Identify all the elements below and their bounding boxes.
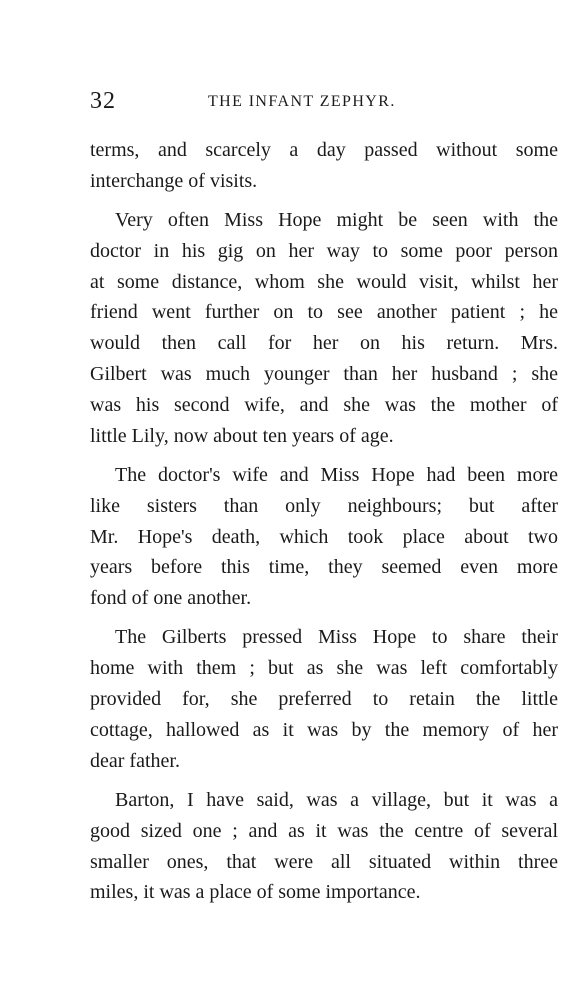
- text-line: terms, and scarcely a day passed without some: [90, 139, 558, 161]
- text-line: Gilbert was much younger than her husband ; she: [90, 363, 558, 386]
- text-line: home with them ; but as she was left comfortably: [90, 657, 558, 680]
- text-line: miles, it was a place of some importance.: [90, 881, 421, 904]
- text-line: fond of one another.: [90, 587, 252, 610]
- text-line: Very often Miss Hope might be seen with the: [115, 209, 558, 232]
- text-line: at some distance, whom she would visit, whilst her: [90, 270, 558, 293]
- paragraph-5: [90, 785, 558, 908]
- text-line: like sisters than only neighbours; but after: [90, 494, 558, 517]
- text-line: good sized one ; and as it was the centre of several: [90, 819, 558, 842]
- text-line: provided for, she preferred to retain the little: [90, 688, 558, 711]
- text-line: Barton, I have said, was a village, but it was a: [115, 788, 558, 811]
- paragraph-1: [90, 135, 558, 197]
- text-line: was his second wife, and she was the mother of: [90, 393, 558, 416]
- text-line: friend went further on to see another patient ; he: [90, 301, 558, 324]
- running-title: THE INFANT ZEPHYR.: [208, 93, 396, 110]
- running-head: [90, 88, 558, 118]
- text-line: dear father.: [90, 749, 180, 772]
- text-line: Mr. Hope's death, which took place about two: [90, 525, 558, 548]
- paragraph-2: [90, 205, 558, 451]
- text-line: doctor in his gig on her way to some poor person: [90, 239, 558, 262]
- text-line: cottage, hallowed as it was by the memory of her: [90, 718, 558, 741]
- text-line: years before this time, they seemed even more: [90, 556, 558, 579]
- text-line: little Lily, now about ten years of age.: [90, 424, 394, 447]
- text-line: would then call for her on his return. Mrs.: [90, 332, 558, 355]
- paragraph-4: [90, 622, 558, 776]
- text-line: smaller ones, that were all situated within three: [90, 850, 558, 873]
- text-line: The Gilberts pressed Miss Hope to share their: [115, 626, 558, 649]
- body-text: [90, 135, 558, 917]
- text-line: interchange of visits.: [90, 169, 258, 192]
- paragraph-3: [90, 460, 558, 614]
- text-line: The doctor's wife and Miss Hope had been more: [115, 463, 558, 486]
- page-number: 32: [90, 88, 116, 114]
